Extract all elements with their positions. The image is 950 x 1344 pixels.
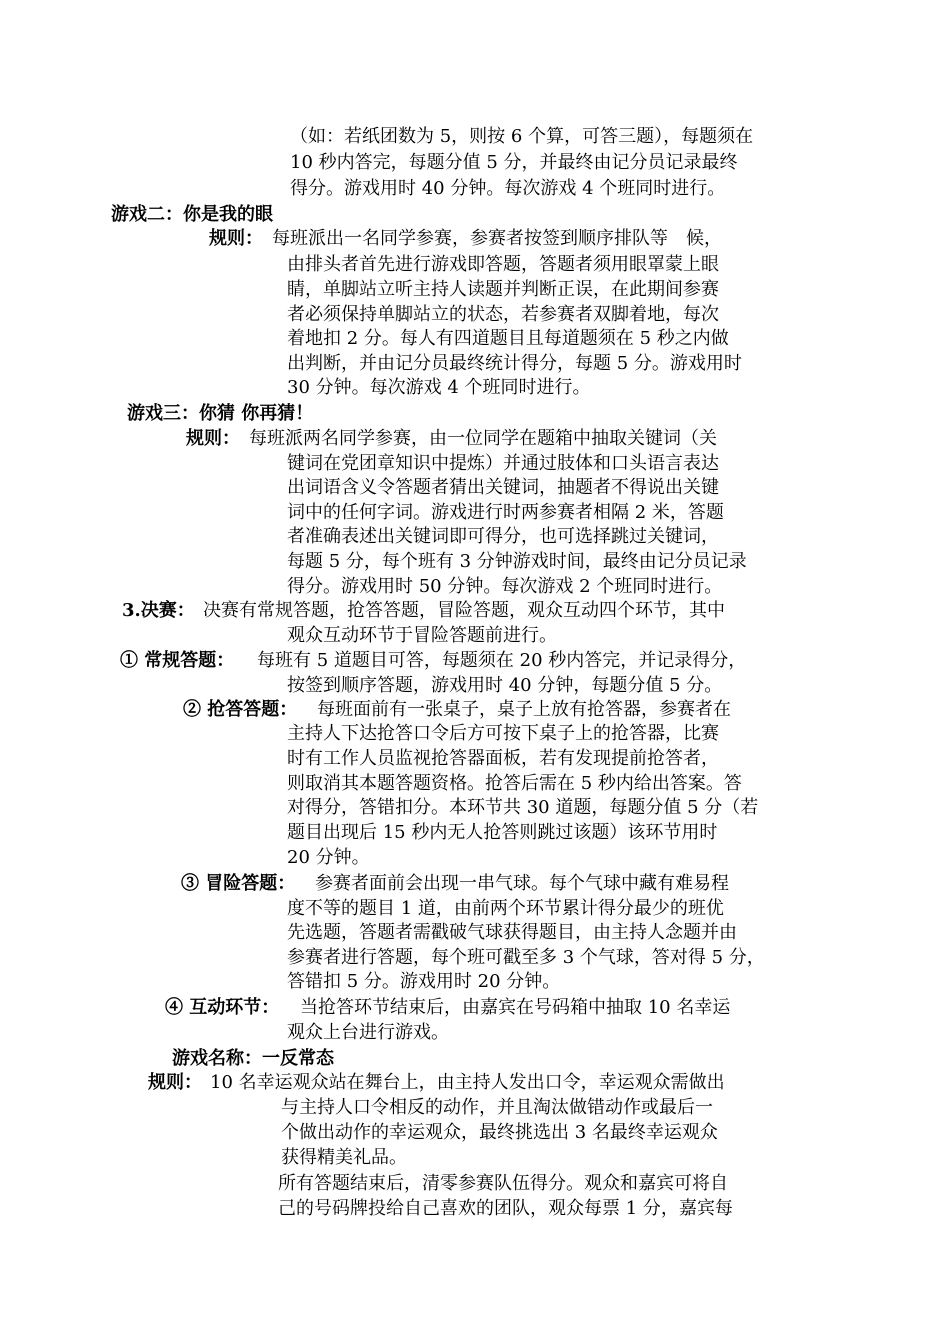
text-line: 参赛者面前会出现一串气球。每个气球中藏有难易程: [315, 873, 729, 894]
section-heading: 游戏二：你是我的眼: [111, 204, 273, 225]
section-heading: 游戏三：你猜 你再猜！: [127, 403, 314, 424]
text-line: 30 分钟。每次游戏 4 个班同时进行。: [287, 377, 591, 398]
text-line: 着地扣 2 分。每人有四道题目且每道题须在 5 秒之内做: [287, 328, 729, 349]
section-heading: 游戏名称：一反常态: [172, 1048, 334, 1069]
text-line: 每班派两名同学参赛，由一位同学在题箱中抽取关键词（关: [249, 428, 717, 449]
rule-label: 规则：: [209, 228, 263, 249]
text-line: 题目出现后 15 秒内无人抢答则跳过该题）该环节用时: [287, 822, 718, 843]
text-line: 睛，单脚站立听主持人读题并判断正误，在此期间参赛: [287, 279, 719, 300]
rule-label: 规则：: [186, 428, 240, 449]
text-line: 按签到顺序答题，游戏用时 40 分钟，每题分值 5 分。: [287, 675, 723, 696]
text-line: 每班面前有一张桌子，桌子上放有抢答器，参赛者在: [317, 699, 731, 720]
subsection-heading: ② 抢答答题：: [183, 699, 298, 720]
text-line: 键词在党团章知识中提炼）并通过肢体和口头语言表达: [287, 453, 719, 474]
text-line: 先选题，答题者需戳破气球获得题目，由主持人念题并由: [287, 922, 737, 943]
text-line: 出判断，并由记分员最终统计得分，每题 5 分。游戏用时: [287, 353, 742, 374]
text-line: 度不等的题目 1 道，由前两个环节累计得分最少的班优: [287, 898, 724, 919]
text-line: 与主持人口令相反的动作，并且淘汰做错动作或最后一: [281, 1097, 713, 1118]
section-heading: 3.决赛：: [122, 600, 195, 621]
subsection-heading: ① 常规答题：: [120, 650, 235, 671]
text-line: 者准确表述出关键词即可得分，也可选择跳过关键词，: [287, 526, 719, 547]
text-line: 答错扣 5 分。游戏用时 20 分钟。: [287, 971, 561, 992]
text-line: 每题 5 分，每个班有 3 分钟游戏时间，最终由记分员记录: [287, 551, 747, 572]
text-line: 观众互动环节于冒险答题前进行。: [287, 625, 557, 646]
text-line: 得分。游戏用时 40 分钟。每次游戏 4 个班同时进行。: [290, 178, 726, 199]
text-line: 10 秒内答完，每题分值 5 分，并最终由记分员记录最终: [290, 152, 738, 173]
text-line: 则取消其本题答题资格。抢答后需在 5 秒内给出答案。答: [287, 773, 742, 794]
text-line: 对得分，答错扣分。本环节共 30 道题，每题分值 5 分（若: [287, 797, 759, 818]
text-line: 20 分钟。: [287, 847, 370, 868]
text-line: 观众上台进行游戏。: [287, 1022, 449, 1043]
subsection-heading: ④ 互动环节：: [165, 997, 280, 1018]
text-line: 得分。游戏用时 50 分钟。每次游戏 2 个班同时进行。: [287, 576, 723, 597]
text-line: （如：若纸团数为 5，则按 6 个算，可答三题），每题须在: [290, 126, 754, 147]
text-line: 词中的任何字词。游戏进行时两参赛者相隔 2 米，答题: [287, 502, 724, 523]
text-line: 己的号码牌投给自己喜欢的团队，观众每票 1 分，嘉宾每: [278, 1198, 733, 1219]
text-line: 所有答题结束后，清零参赛队伍得分。观众和嘉宾可将自: [278, 1173, 728, 1194]
text-line: 参赛者进行答题，每个班可戳至多 3 个气球，答对得 5 分，: [287, 947, 765, 968]
text-line: 每班派出一名同学参赛，参赛者按签到顺序排队等 候，: [272, 228, 722, 249]
text-line: 10 名幸运观众站在舞台上，由主持人发出口令，幸运观众需做出: [210, 1072, 725, 1093]
text-line: 个做出动作的幸运观众，最终挑选出 3 名最终幸运观众: [281, 1122, 718, 1143]
text-line: 获得精美礼品。: [281, 1147, 407, 1168]
text-line: 每班有 5 道题目可答，每题须在 20 秒内答完，并记录得分，: [257, 650, 747, 671]
text-line: 由排头者首先进行游戏即答题，答题者须用眼罩蒙上眼: [287, 254, 719, 275]
text-line: 主持人下达抢答口令后方可按下桌子上的抢答器，比赛: [287, 723, 719, 744]
rule-label: 规则：: [148, 1072, 202, 1093]
text-line: 决赛有常规答题，抢答答题，冒险答题，观众互动四个环节，其中: [203, 600, 725, 621]
text-line: 出词语含义令答题者猜出关键词，抽题者不得说出关键: [287, 477, 719, 498]
subsection-heading: ③ 冒险答题：: [181, 873, 296, 894]
text-line: 当抢答环节结束后，由嘉宾在号码箱中抽取 10 名幸运: [300, 997, 731, 1018]
text-line: 时有工作人员监视抢答器面板，若有发现提前抢答者，: [287, 748, 719, 769]
text-line: 者必须保持单脚站立的状态，若参赛者双脚着地，每次: [287, 304, 719, 325]
